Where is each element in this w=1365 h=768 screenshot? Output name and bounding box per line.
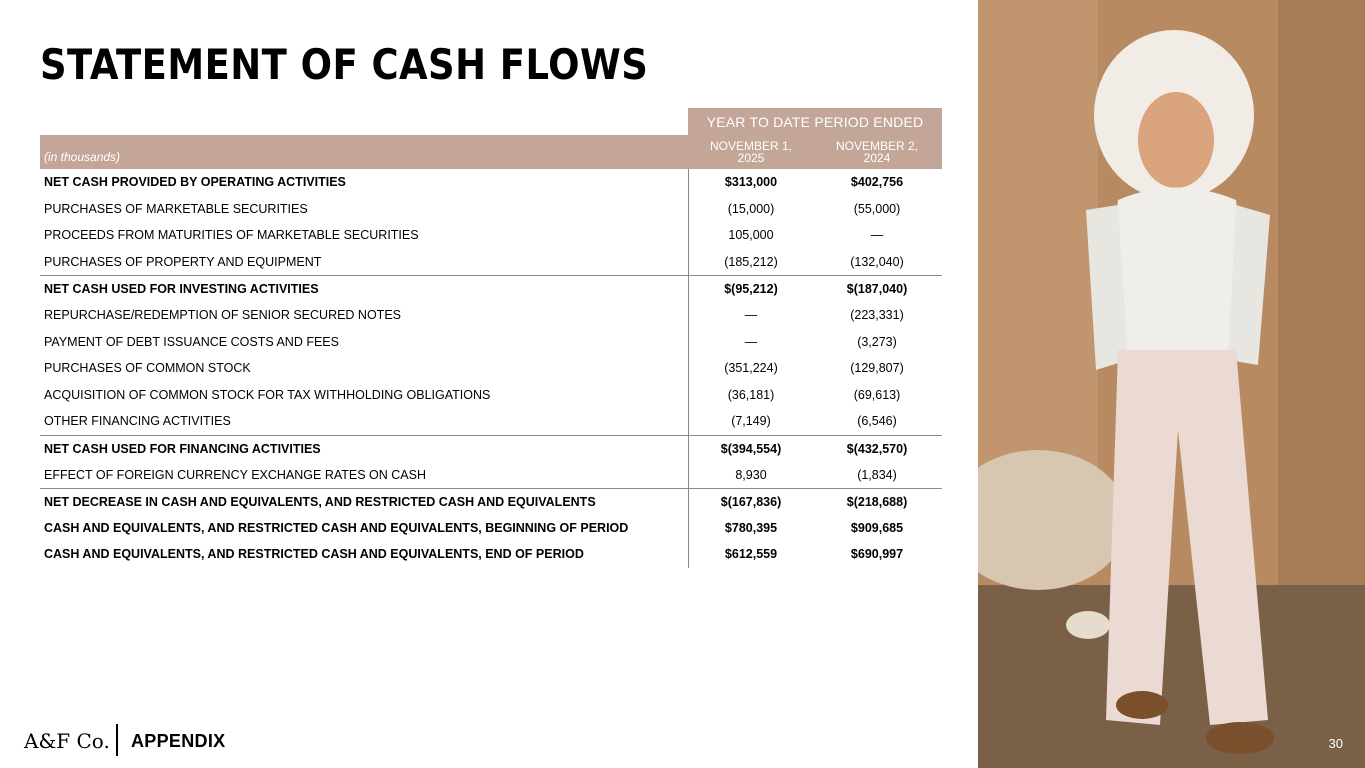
row-label: NET DECREASE IN CASH AND EQUIVALENTS, AND RESTRICTED CASH AND EQUIVALENTS <box>44 495 596 510</box>
row-value-2024: $(187,040) <box>846 282 908 297</box>
row-value-2025: 8,930 <box>735 467 767 482</box>
row-value-2025: (7,149) <box>731 414 771 429</box>
row-label: OTHER FINANCING ACTIVITIES <box>44 414 231 429</box>
row-value-2025: $780,395 <box>724 520 778 535</box>
table-row <box>40 355 942 382</box>
row-value-2025: (36,181) <box>727 387 775 402</box>
model-photo-illustration <box>978 0 1365 768</box>
row-value-2025: (15,000) <box>727 201 775 216</box>
table-row <box>40 488 942 515</box>
row-value-2025: $(95,212) <box>724 282 778 297</box>
column-header-2025-line1: NOVEMBER 1, <box>709 139 793 153</box>
row-label: PURCHASES OF COMMON STOCK <box>44 361 251 376</box>
row-value-2024: $690,997 <box>850 547 904 562</box>
row-value-2024: (223,331) <box>850 307 904 322</box>
row-label: ACQUISITION OF COMMON STOCK FOR TAX WITHHOLDING OBLIGATIONS <box>44 387 491 402</box>
company-logo: A&F Co. <box>24 729 110 753</box>
row-value-2025: $313,000 <box>724 175 778 189</box>
row-label: NET CASH USED FOR FINANCING ACTIVITIES <box>44 441 321 456</box>
row-label: CASH AND EQUIVALENTS, AND RESTRICTED CASH AND EQUIVALENTS, END OF PERIOD <box>44 547 584 562</box>
model-photo <box>978 0 1365 768</box>
column-header-2024-line1: NOVEMBER 2, <box>835 139 919 153</box>
row-value-2025: (185,212) <box>724 254 778 269</box>
column-header-2025 <box>688 140 814 164</box>
row-value-2025: — <box>744 334 758 349</box>
table-row <box>40 196 942 223</box>
row-label: PROCEEDS FROM MATURITIES OF MARKETABLE SECURITIES <box>44 228 419 243</box>
table-row <box>40 302 942 329</box>
table-row <box>40 541 942 568</box>
row-value-2024: (129,807) <box>850 361 904 376</box>
table-row <box>40 408 942 435</box>
row-value-2024: (55,000) <box>853 201 901 216</box>
page-title: STATEMENT OF CASH FLOWS <box>40 40 649 89</box>
table-row <box>40 169 942 196</box>
table-row <box>40 435 942 462</box>
row-value-2024: $909,685 <box>850 520 904 535</box>
table-row <box>40 222 942 249</box>
table-header-group <box>40 108 942 135</box>
row-label: REPURCHASE/REDEMPTION OF SENIOR SECURED NOTES <box>44 307 401 322</box>
table-row <box>40 329 942 356</box>
column-header-2024 <box>814 140 940 164</box>
column-header-2025-line2: 2025 <box>737 151 765 165</box>
row-value-2025: — <box>744 307 758 322</box>
table-body <box>40 169 942 568</box>
period-group-header: YEAR TO DATE PERIOD ENDED <box>688 108 942 135</box>
cash-flow-table <box>40 108 942 568</box>
page-number: 30 <box>1328 736 1343 751</box>
row-label: PURCHASES OF PROPERTY AND EQUIPMENT <box>44 254 322 269</box>
units-label: (in thousands) <box>44 150 121 164</box>
section-label: APPENDIX <box>131 731 226 751</box>
row-value-2025: $(167,836) <box>720 495 782 510</box>
row-value-2024: $402,756 <box>850 175 904 189</box>
table-header-row <box>40 135 942 169</box>
row-value-2025: $612,559 <box>724 547 778 562</box>
table-row <box>40 275 942 302</box>
table-row <box>40 382 942 409</box>
row-value-2024: (6,546) <box>857 414 897 429</box>
row-value-2024: $(218,688) <box>846 495 908 510</box>
row-value-2025: $(394,554) <box>720 441 782 456</box>
row-value-2024: (3,273) <box>857 334 897 349</box>
row-label: EFFECT OF FOREIGN CURRENCY EXCHANGE RATES ON CASH <box>44 467 426 482</box>
row-value-2024: (132,040) <box>850 254 904 269</box>
row-value-2024: (1,834) <box>857 467 897 482</box>
row-value-2024: (69,613) <box>853 387 901 402</box>
row-label: NET CASH USED FOR INVESTING ACTIVITIES <box>44 282 319 297</box>
row-label: PURCHASES OF MARKETABLE SECURITIES <box>44 201 308 216</box>
row-label: CASH AND EQUIVALENTS, AND RESTRICTED CASH AND EQUIVALENTS, BEGINNING OF PERIOD <box>44 520 629 535</box>
row-label: PAYMENT OF DEBT ISSUANCE COSTS AND FEES <box>44 334 339 349</box>
table-row <box>40 462 942 489</box>
row-value-2024: $(432,570) <box>846 441 908 456</box>
table-row <box>40 249 942 276</box>
table-row <box>40 515 942 542</box>
row-label: NET CASH PROVIDED BY OPERATING ACTIVITIES <box>44 175 346 189</box>
footer-divider <box>116 724 118 756</box>
row-value-2025: (351,224) <box>724 361 778 376</box>
column-header-2024-line2: 2024 <box>863 151 891 165</box>
row-value-2024: — <box>870 228 884 243</box>
row-value-2025: 105,000 <box>728 228 774 243</box>
